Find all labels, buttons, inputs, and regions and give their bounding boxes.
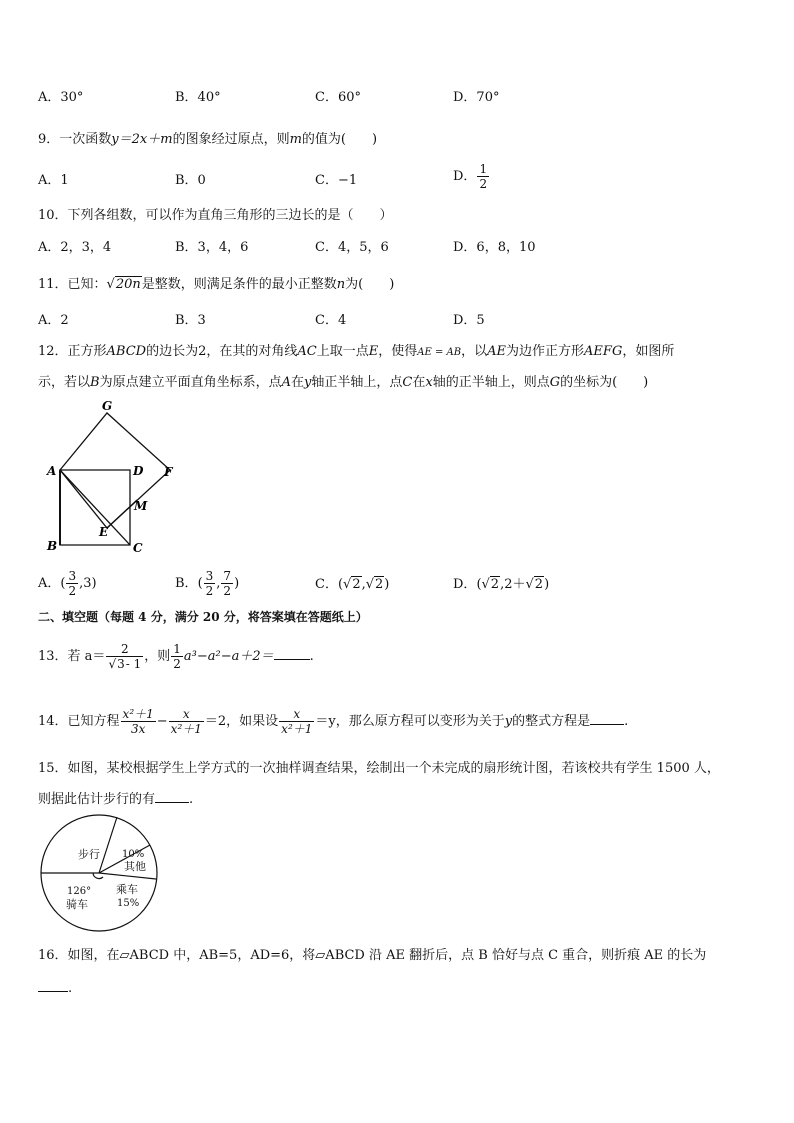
q10-option-b: B．3，4，6 xyxy=(175,240,249,255)
q9-option-b: B．0 xyxy=(175,173,206,188)
pie-label-other-pct: 10% xyxy=(122,849,145,860)
q12-option-d: D．(√2,2＋√2) xyxy=(453,577,550,592)
q11-option-c: C．4 xyxy=(315,313,347,328)
q16-stem-line1: 16．如图，在▱ABCD 中，AB=5，AD=6，将▱ABCD 沿 AE 翻折后，点 B 恰好与点 C 重合，则折痕 AE 的长为 xyxy=(38,948,707,963)
pie-label-bus-pct: 15% xyxy=(117,898,140,909)
q12-option-c: C．(√2,√2) xyxy=(315,577,390,592)
q12-stem-line2: 示，若以B为原点建立平面直角坐标系，点A在y轴正半轴上，点C在x轴的正半轴上，则点G的坐标为( ) xyxy=(38,375,649,390)
pie-label-bike: 骑车 xyxy=(66,898,88,911)
segment-em xyxy=(107,500,137,528)
q9-stem: 9．一次函数y＝2x＋m的图象经过原点，则m的值为( ) xyxy=(38,132,378,147)
pie-label-angle: 126° xyxy=(67,886,92,897)
label-g: G xyxy=(102,400,113,413)
pie-label-bus: 乘车 xyxy=(116,883,138,896)
label-d: D xyxy=(133,464,144,478)
label-b: B xyxy=(47,539,58,553)
label-e: E xyxy=(99,525,109,539)
q8-option-b: B．40° xyxy=(175,90,221,105)
q12-option-a: A．( $\frac{3}{2}$ ,3) xyxy=(38,569,97,598)
square-figure xyxy=(38,400,188,560)
label-c: C xyxy=(133,541,143,555)
q11-option-d: D．5 xyxy=(453,313,485,328)
q16-stem-line2: . xyxy=(38,980,72,998)
diagonal-ac xyxy=(60,470,130,545)
q14-stem: 14．已知方程 $\frac{\text{x²＋1}}{3x}$ − $\frac{x}{\text{x²＋1}}$ ＝2，如果设 $\frac{x}{\text{x²＋1}}$ ＝y，那么原方程可以变形为关于y的整式方程是 . xyxy=(38,707,629,736)
q14-answer-blank[interactable] xyxy=(590,724,624,725)
q15-stem-line2: 则据此估计步行的有 . xyxy=(38,792,194,807)
q8-option-d: D．70° xyxy=(453,90,500,105)
q13-stem: 13．若 a＝ $\frac{2}{√3- 1}$ ，则 $\frac{1}{2}$ a³−a²−a＋2＝ . xyxy=(38,642,314,671)
pie-chart-figure xyxy=(38,813,168,938)
q11-option-a: A．2 xyxy=(38,313,69,328)
q11-option-b: B．3 xyxy=(175,313,206,328)
label-m: M xyxy=(134,499,148,513)
q16-answer-blank[interactable] xyxy=(38,991,68,992)
q10-option-d: D．6，8，10 xyxy=(453,240,536,255)
q9-option-d: D． $\frac{1}{2}$ xyxy=(453,162,488,191)
q10-option-c: C．4，5，6 xyxy=(315,240,389,255)
q8-option-c: C．60° xyxy=(315,90,361,105)
q10-option-a: A．2，3，4 xyxy=(38,240,112,255)
q12-stem-line1: 12．正方形ABCD的边长为2，在其的对角线AC上取一点E，使得AE = AB，以AE为边作正方形AEFG，如图所 xyxy=(38,344,675,359)
label-f: F xyxy=(164,465,173,479)
fraction-half: $\frac{1}{2}$ xyxy=(479,162,488,191)
pie-label-walk: 步行 xyxy=(78,848,100,861)
q8-option-a: A．30° xyxy=(38,90,84,105)
q9-option-c: C．−1 xyxy=(315,173,358,188)
q15-answer-blank[interactable] xyxy=(155,802,189,803)
q9-option-a: A．1 xyxy=(38,173,69,188)
section-fill-in-title: 二、填空题（每题 4 分，满分 20 分，将答案填在答题纸上） xyxy=(38,610,368,624)
q10-stem: 10．下列各组数，可以作为直角三角形的三边长的是（ ） xyxy=(38,208,393,223)
q15-stem-line1: 15．如图，某校根据学生上学方式的一次抽样调查结果，绘制出一个未完成的扇形统计图，若该校共有学生 1500 人， xyxy=(38,761,720,776)
label-a: A xyxy=(47,464,57,478)
pie-label-other: 其他 xyxy=(124,860,146,873)
q11-stem: 11．已知：√20n是整数，则满足条件的最小正整数n为( ) xyxy=(38,277,395,292)
q12-option-b: B．( $\frac{3}{2}$ , $\frac{7}{2}$ ) xyxy=(175,569,240,598)
sqrt-20n: 20n xyxy=(115,277,141,292)
q13-answer-blank[interactable] xyxy=(274,659,310,660)
